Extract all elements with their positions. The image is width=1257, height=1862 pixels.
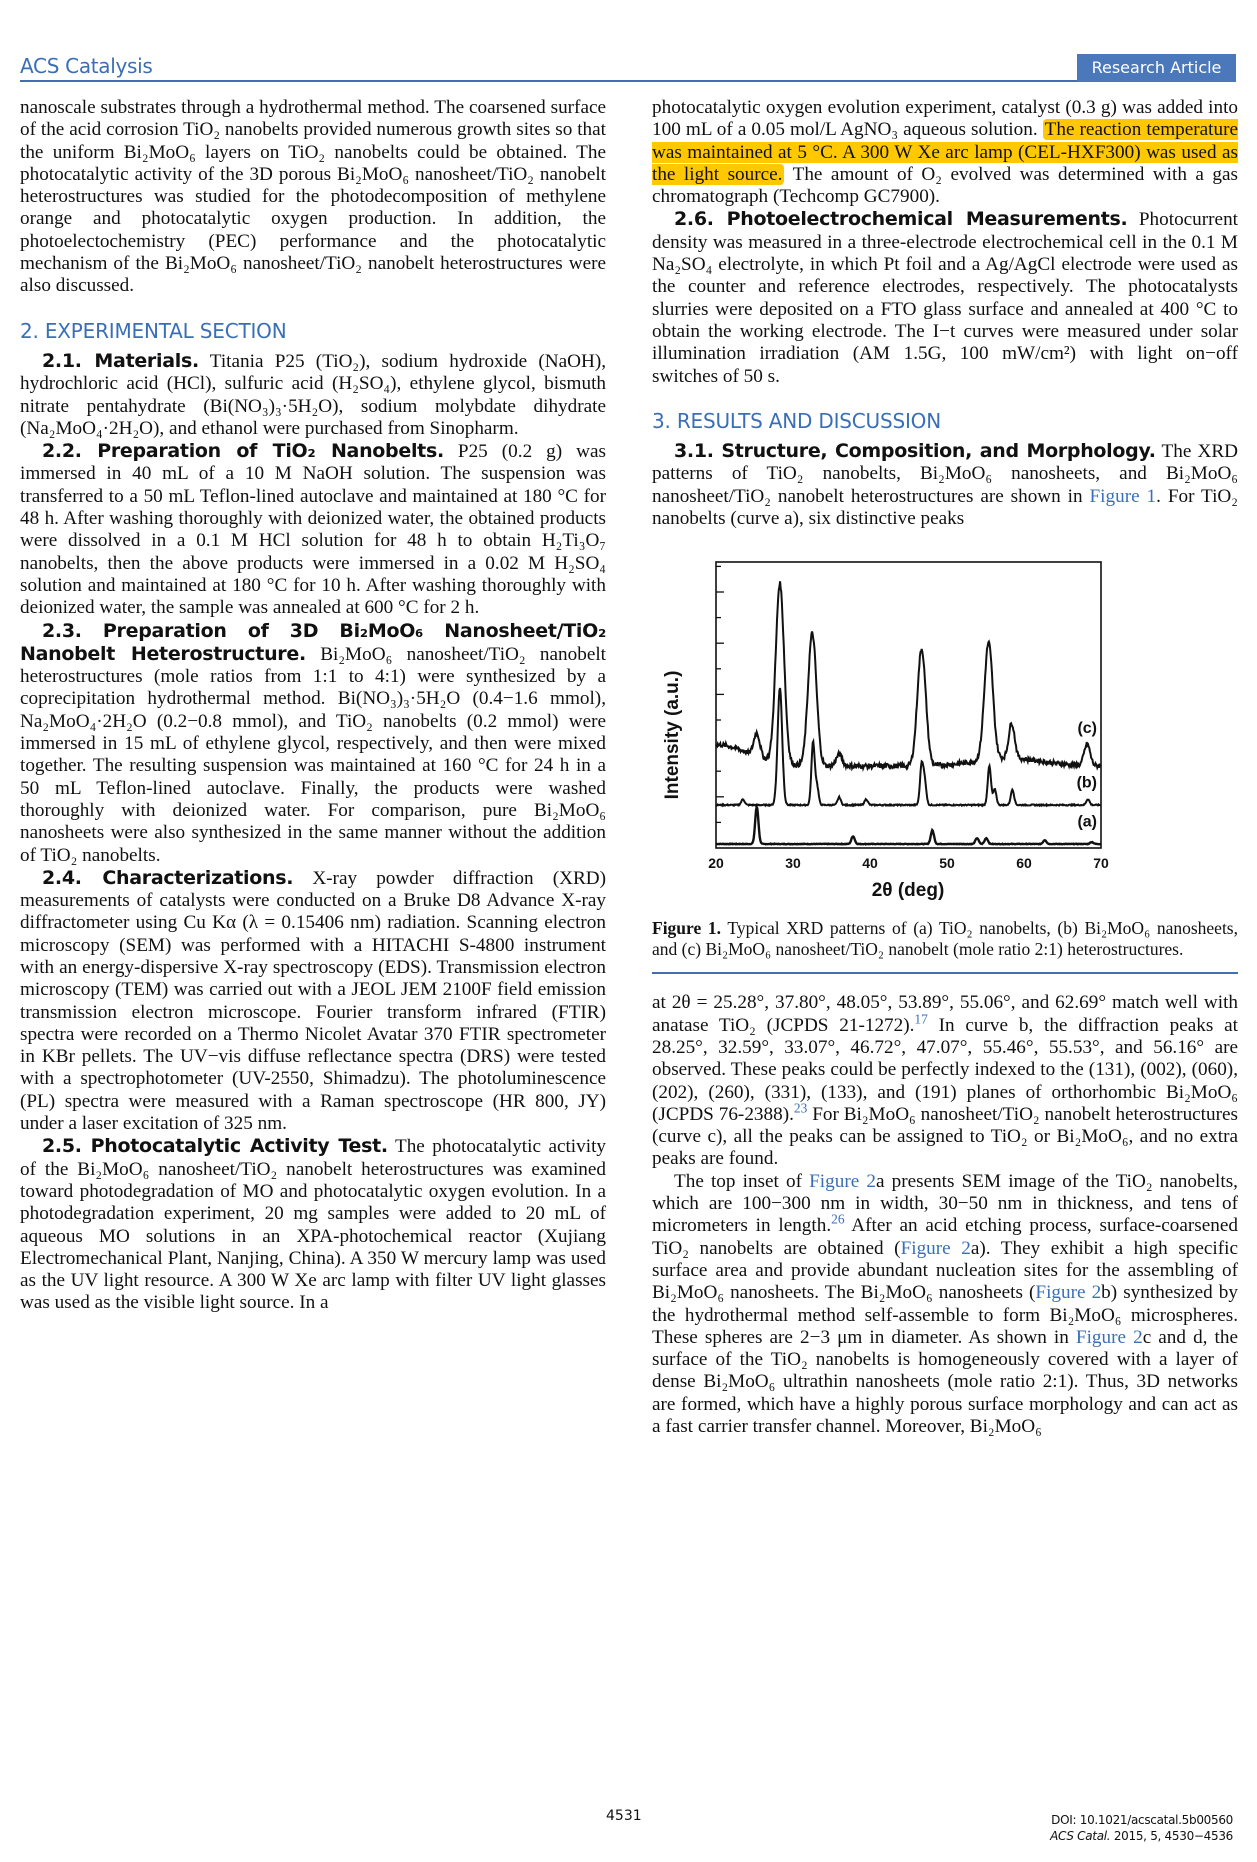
figure-2-link[interactable]: Figure 2 <box>900 1237 971 1259</box>
curve-label-c: (c) <box>1077 720 1097 738</box>
figure-1-link[interactable]: Figure 1 <box>1089 485 1157 507</box>
subsection-title-pec: 2.6. Photoelectrochemical Measurements. <box>674 208 1128 231</box>
paragraph-materials <box>20 350 606 440</box>
svg-text:Intensity (a.u.): Intensity (a.u.) <box>662 670 683 800</box>
paragraph-text: The amount of O₂ evolved was determined with a gas chromatograph (Techcomp GC7900). <box>652 163 1238 208</box>
highlighted-text[interactable]: The reaction temperature was maintained at 5 °C. A 300 W Xe arc lamp (CEL-HXF300) was used as the light source. <box>652 119 1238 185</box>
paragraph-activity-test <box>20 1135 606 1314</box>
paragraph-text: . For TiO₂ nanobelts (curve a), six distinctive peaks <box>652 485 1238 530</box>
x-tick-label: 60 <box>1016 855 1032 872</box>
subsection-title-characterizations: 2.4. Characterizations. <box>42 866 294 889</box>
section-heading-experimental: 2. EXPERIMENTAL SECTION <box>20 318 287 343</box>
subsection-title-heterostructure-prep: 2.3. Preparation of 3D Bi₂MoO₆ Nanosheet/TiO₂ Nanobelt Heterostructure. <box>20 619 606 665</box>
figure-caption-label: Figure 1. <box>652 918 722 939</box>
article-type-badge: Research Article <box>1077 54 1236 82</box>
journal-name: ACS Catalysis <box>20 54 153 78</box>
paragraph-text: The photocatalytic activity of the Bi₂MoO₆ nanosheet/TiO₂ nanobelt heterostructures was examined toward photodegradation of MO and photocatalytic oxygen evolution. In a photodegradation experiment, 20 mg samples were added to 20 mL of aqueous MO solutions in an XPA-photochemical reactor (Xujiang Electromechanical Plant, Nanjing, China). A 350 W mercury lamp was used as the UV light resource. A 300 W Xe arc lamp with filter UV light glasses was used as the visible light source. In a <box>20 1136 606 1314</box>
subsection-title-activity-test: 2.5. Photocatalytic Activity Test. <box>42 1135 388 1158</box>
reference-26[interactable]: 26 <box>831 1211 845 1227</box>
xrd-curve-a <box>716 807 1101 844</box>
figure-2-link[interactable]: Figure 2 <box>1075 1326 1143 1348</box>
paragraph-text: Bi₂MoO₆ nanosheet/TiO₂ nanobelt heterostructures (mole ratios from 1:1 to 4:1) were synthesized by a coprecipitation hydrothermal method. Bi(NO₃)₃·5H₂O (0.4−1.6 mmol), Na₂MoO₄·2H₂O (0.2−0.8 mmol), and TiO₂ nanobelts (0.2 mmol) were immersed in 15 mL of ethylene glycol, respectively, and then were mixed together. The resulting suspension was maintained at 160 °C for 24 h in a 50 mL Teflon-lined autoclave. Finally, the products were washed thoroughly with deionized water. For comparison, pure Bi₂MoO₆ nanosheets were also synthesized in the same manner without the addition of TiO₂ nanobelts. <box>20 643 606 866</box>
paragraph-text: In curve b, the diffraction peaks at 28.25°, 32.59°, 33.07°, 46.72°, 47.07°, 55.46°, 55.53°, and 56.16° are observed. These peaks could be perfectly indexed to the (131), (002), (060), (202), (260), (331), (133), and (191) planes of orthorhombic Bi₂MoO₆ (JCPDS 76-2388). <box>652 1014 1238 1125</box>
subsection-title-tio2-prep: 2.2. Preparation of TiO₂ Nanobelts. <box>42 440 444 463</box>
x-tick-label: 40 <box>862 855 878 872</box>
x-tick-label: 70 <box>1093 855 1109 872</box>
xrd-chart-svg <box>652 548 1238 918</box>
paragraph-text: a). They exhibit a high specific surface area and provide abundant nucleation sites for the assembling of Bi₂MoO₆ nanosheets. The Bi₂MoO₆ nanosheets ( <box>652 1237 1238 1304</box>
paragraph-text: For Bi₂MoO₆ nanosheet/TiO₂ nanobelt heterostructures (curve c), all the peaks can be assigned to TiO₂ or Bi₂MoO₆, and no extra peaks are found. <box>652 1103 1238 1170</box>
doi-link[interactable]: DOI: 10.1021/acscatal.5b00560 <box>1051 1813 1233 1827</box>
paragraph-heterostructure-prep <box>20 620 606 867</box>
subsection-title-structure: 3.1. Structure, Composition, and Morphology. <box>674 440 1156 463</box>
x-tick-label: 30 <box>785 855 801 872</box>
figure-2-link[interactable]: Figure 2 <box>1035 1282 1102 1304</box>
section-heading-results: 3. RESULTS AND DISCUSSION <box>652 408 941 433</box>
paragraph-text: P25 (0.2 g) was immersed in 40 mL of a 10 M NaOH solution. The suspension was transferred to a 50 mL Teflon-lined autoclave and maintained at 180 °C for 48 h. After washing thoroughly with deionized water, the obtained products were dissolved in a 0.1 M HCl solution for 48 h to obtain H₂Ti₃O₇ nanobelts, then the above products were immersed in a 0.02 M H₂SO₄ solution and maintained at 180 °C for 10 h. After washing thoroughly with deionized water, the sample was annealed at 600 °C for 2 h. <box>20 441 607 619</box>
paragraph-text: Photocurrent density was measured in a three-electrode electrochemical cell in the 0.1 M Na₂SO₄ electrolyte, in which Pt foil and a Ag/AgCl electrode were used as the counter and reference electrodes, respectively. The photocatalysts slurries were deposited on a FTO glass surface and annealed at 400 °C to obtain the working electrode. The I−t curves were measured under solar illumination irradiation (AM 1.5G, 100 mW/cm²) with light on−off switches of 50 s. <box>652 209 1238 387</box>
paragraph-xrd-analysis <box>652 992 1238 1170</box>
figure-2-link[interactable]: Figure 2 <box>809 1170 876 1192</box>
figure-caption-text: Typical XRD patterns of (a) TiO₂ nanobelts, (b) Bi₂MoO₆ nanosheets, and (c) Bi₂MoO₆ nanosheet/TiO₂ nanobelt (mole ratio 2:1) heterostructures. <box>652 918 1238 960</box>
caption-rule <box>652 972 1238 974</box>
page-header <box>20 52 1236 82</box>
xrd-curve-c <box>716 582 1101 769</box>
paragraph-text: After an acid etching process, surface-coarsened TiO₂ nanobelts are obtained ( <box>652 1215 1238 1259</box>
paragraph-activity-test-continued <box>652 97 1238 208</box>
svg-text:2θ (deg): 2θ (deg) <box>871 880 945 902</box>
x-tick-label: 50 <box>939 855 955 872</box>
paragraph-tio2-prep <box>20 440 606 619</box>
paragraph-text: b) synthesized by the hydrothermal method self-assemble to form Bi₂MoO₆ microspheres. These spheres are 2−3 μm in diameter. As shown in <box>652 1282 1238 1348</box>
left-column <box>20 97 606 1315</box>
reference-17[interactable]: 17 <box>914 1011 928 1027</box>
page-number: 4531 <box>606 1808 642 1824</box>
reference-23[interactable]: 23 <box>793 1100 808 1116</box>
paragraph-sem-morphology <box>652 1171 1238 1439</box>
curve-label-b: (b) <box>1076 774 1097 792</box>
x-tick-label: 20 <box>708 855 724 872</box>
paragraph-text: at 2θ = 25.28°, 37.80°, 48.05°, 53.89°, 55.06°, and 62.69° match well with anatase TiO₂ (JCPDS 21-1272). <box>652 992 1238 1036</box>
y-axis-label <box>662 671 683 800</box>
figure-1-xrd-chart <box>652 548 1238 918</box>
paragraph-text: c and d, the surface of the TiO₂ nanobelts is homogeneously covered with a layer of dense Bi₂MoO₆ ultrathin nanosheets (mole ratio 2:1). Thus, 3D networks are formed, which have a highly porous surface morphology and can act as a fast carrier transfer channel. Moreover, Bi₂MoO₆ <box>652 1326 1238 1437</box>
footer-citation <box>1050 1812 1233 1844</box>
paragraph-characterizations <box>20 867 606 1136</box>
subsection-title-materials: 2.1. Materials. <box>42 349 199 372</box>
paragraph-text: The XRD patterns of TiO₂ nanobelts, Bi₂MoO₆ nanosheets, and Bi₂MoO₆ nanosheet/TiO₂ nanobelt heterostructures are shown in <box>652 441 1239 507</box>
paragraph-text: a presents SEM image of the TiO₂ nanobelts, which are 100−300 nm in width, 30−50 nm in thickness, and tens of micrometers in length. <box>652 1170 1238 1237</box>
figure-1-caption <box>652 918 1238 960</box>
paragraph-text: Titania P25 (TiO₂), sodium hydroxide (NaOH), hydrochloric acid (HCl), sulfuric acid (H₂SO₄), ethylene glycol, bismuth nitrate pentahydrate (Bi(NO₃)₃·5H₂O), sodium molybdate dihydrate (Na₂MoO₄·2H₂O), and ethanol were purchased from Sinopharm. <box>20 350 607 439</box>
header-rule <box>20 80 1088 82</box>
paragraph-text: photocatalytic oxygen evolution experiment, catalyst (0.3 g) was added into 100 mL of a 0.05 mol/L AgNO₃ aqueous solution. <box>652 97 1238 141</box>
paragraph-text: The top inset of <box>674 1170 810 1192</box>
curve-label-a: (a) <box>1077 813 1097 831</box>
intro-paragraph: nanoscale substrates through a hydrothermal method. The coarsened surface of the acid corrosion TiO₂ nanobelts provided numerous growth sites so that the uniform Bi₂MoO₆ layers on TiO₂ nanobelts could be obtained. The photocatalytic activity of the 3D porous Bi₂MoO₆ nanosheet/TiO₂ nanobelt heterostructures was studied for the photodecomposition of methylene orange and photocatalytic oxygen production. In addition, the photoelectochemistry (PEC) performance and the photocatalytic mechanism of the Bi₂MoO₆ nanosheet/TiO₂ nanobelt heterostructures were also discussed. <box>20 97 606 297</box>
paragraph-pec <box>652 208 1238 387</box>
right-column <box>652 97 1238 1438</box>
paragraph-text: X-ray powder diffraction (XRD) measurements of catalysts were conducted on a Bruke D8 Advance X-ray diffractometer using Cu Kα (λ = 0.15406 nm) radiation. Scanning electron microscopy (SEM) was performed with a HITACHI S-4800 instrument with an energy-dispersive X-ray spectroscopy (EDS). Transmission electron microscopy (TEM) was carried out with a JEOL JEM 2100F field emission transmission electron microscope. Fourier transform infrared (FTIR) spectra were recorded on a Thermo Nicolet Avatar 370 FTIR spectrometer in KBr pellets. The UV−vis diffuse reflectance spectra (DRS) were tested with a spectrophotometer (UV-2550, Shimadzu). The photoluminescence (PL) spectra were measured with a Raman spectroscope (HR 800, JY) under a laser excitation of 325 nm. <box>20 867 606 1135</box>
journal-citation: ACS Catal. 2015, 5, 4530−4536 <box>1050 1829 1233 1843</box>
paragraph-structure <box>652 440 1238 530</box>
